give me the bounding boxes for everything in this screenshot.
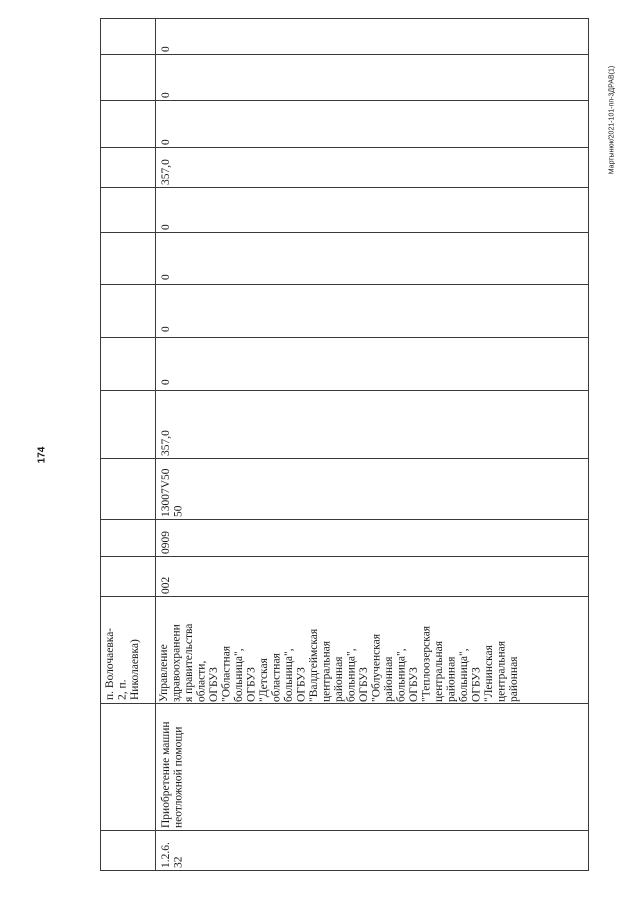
total-cell: 357,0	[160, 430, 172, 456]
table-border-left	[100, 18, 101, 871]
year-value-cell: 0	[160, 46, 172, 52]
column-divider	[100, 284, 589, 285]
year-value-cell: 0	[160, 274, 172, 280]
table-border-top	[100, 18, 589, 19]
column-divider	[100, 100, 589, 101]
csr-code-cell: 13007V50 50	[160, 468, 185, 517]
column-divider	[100, 54, 589, 55]
year-value-cell: 0	[160, 379, 172, 385]
column-divider	[100, 187, 589, 188]
column-divider	[100, 830, 589, 831]
column-divider	[100, 458, 589, 459]
rzpr-code-cell: 0909	[160, 531, 172, 554]
column-divider	[100, 390, 589, 391]
item-number-cell: 1.2.6. 32	[160, 842, 185, 868]
table-border-bottom	[100, 870, 589, 871]
year-value-cell: 0	[160, 224, 172, 230]
item-name-cell: Приобретение машин неотложной помощи	[160, 721, 185, 828]
year-value-cell: 0	[160, 139, 172, 145]
document-code: Мартынюк/2021-101-пп-3ДРАВ(1)	[608, 65, 616, 175]
column-divider	[100, 556, 589, 557]
executor-cell: Управление здравоохранени я правительства области, ОГБУЗ "Областная больница", ОГБУЗ "Детская областная больница", ОГБУЗ "Валдгеймская центральная районная больница", ОГБУЗ "Облученская районная больница", ОГБУЗ "Теплоозерская центральная районная больница", ОГБУЗ "Ленинская центральная районная	[158, 623, 520, 702]
column-divider	[100, 596, 589, 597]
grbs-code-cell: 002	[160, 576, 172, 594]
table-border-right	[588, 18, 589, 871]
page-number: 174	[36, 446, 48, 464]
column-divider	[100, 232, 589, 233]
year-value-cell: 0	[160, 92, 172, 98]
column-divider	[100, 703, 589, 704]
year-value-cell: 357,0	[160, 159, 172, 185]
location-cell: п. Волочаевка- 2, п. Николаевка)	[104, 627, 141, 700]
year-value-cell: 0	[160, 326, 172, 332]
column-divider	[100, 337, 589, 338]
column-divider	[100, 147, 589, 148]
row-divider	[155, 18, 156, 871]
column-divider	[100, 519, 589, 520]
